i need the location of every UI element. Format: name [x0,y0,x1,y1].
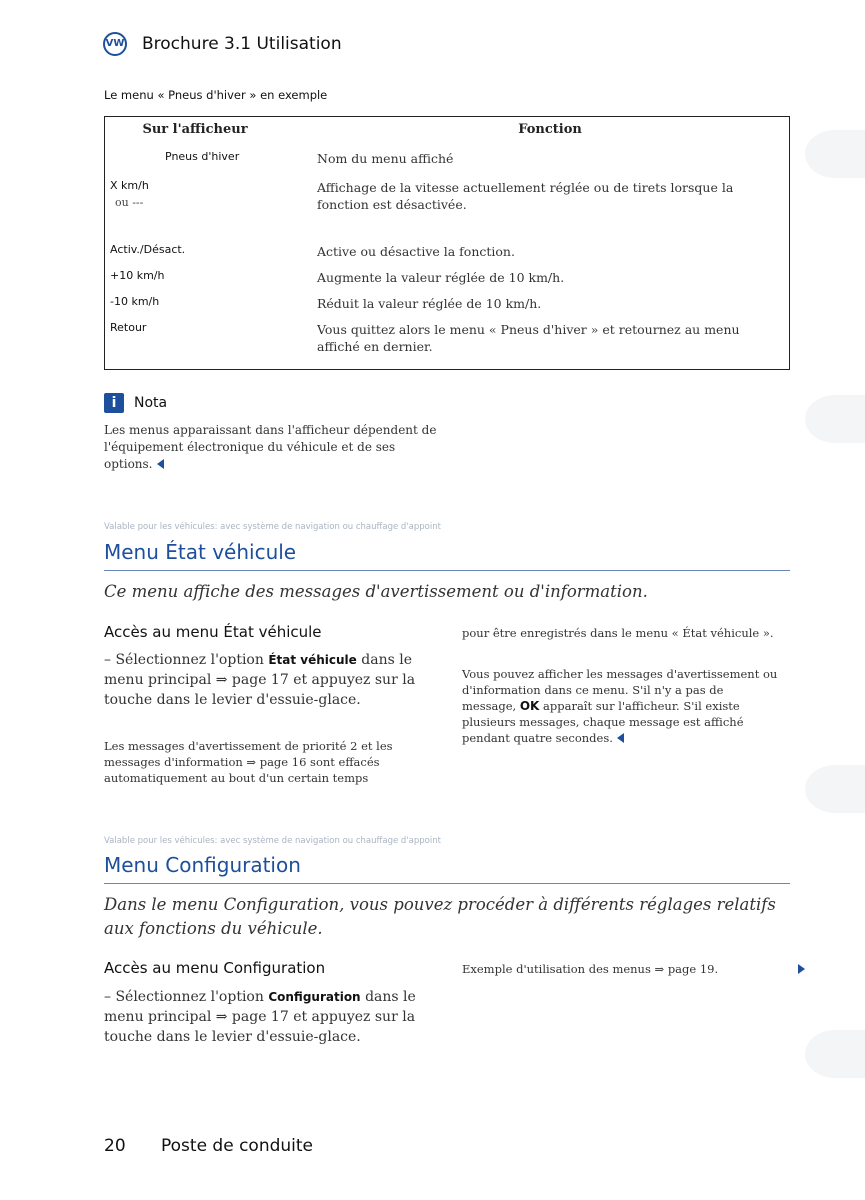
para-text: Vous pouvez afficher les messages d'avertissement ou d'information dans ce menu. S'il n'y a pas de message, [462,667,778,713]
thumb-tab-mark [805,395,865,443]
paragraph: Les messages d'avertissement de priorité 2 et les messages d'information ⇒ page 16 sont effacés automatiquement au bout d'un certain temps [104,739,393,785]
step-rest: dans le menu principal ⇒ page 17 et appuyez sur la touche dans le levier d'essuie-glace. [104,989,416,1045]
ok-label: OK [519,699,540,713]
info-icon: i [104,393,124,413]
column-header-function: Fonction [518,122,582,137]
display-cell: Pneus d'hiver [165,150,240,163]
section-divider [104,883,790,884]
section-intro: Dans le menu Configuration, vous pouvez procéder à différents réglages relatifs aux fonctions du véhicule. [104,895,776,938]
paragraph [462,666,780,746]
step-rest: dans le menu principal ⇒ page 17 et appuyez sur la touche dans le levier d'essuie-glace. [104,652,416,708]
function-cell: Vous quittez alors le menu « Pneus d'hiver » et retournez au menu affiché en dernier. [317,322,740,354]
display-cell-alt: ou --- [115,196,144,209]
chapter-title: Poste de conduite [161,1136,314,1156]
display-cell: Retour [110,321,147,334]
instruction-step [104,650,444,710]
section-title: Menu État véhicule [104,540,297,564]
display-cell: +10 km/h [110,269,165,282]
para-text: apparaît sur l'afficheur. S'il existe plusieurs messages, chaque message est affiché pendant quatre secondes. [462,699,744,745]
note-title: Nota [134,395,168,411]
section-divider [104,570,790,571]
display-cell: Activ./Désact. [110,243,186,256]
section-intro: Ce menu affiche des messages d'avertissement ou d'information. [104,582,648,601]
applicability-note: Valable pour les véhicules: avec système de navigation ou chauffage d'appoint [104,836,441,846]
step-prefix: – Sélectionnez l'option [104,989,264,1005]
subheading: Accès au menu État véhicule [104,623,322,641]
function-cell: Augmente la valeur réglée de 10 km/h. [317,270,565,285]
instruction-step [104,987,434,1047]
display-cell: -10 km/h [110,295,160,308]
continue-arrow-icon [798,964,805,974]
thumb-tab-mark [805,1030,865,1078]
note-text [104,422,444,473]
subheading: Accès au menu Configuration [104,959,326,977]
header-title: Brochure 3.1 Utilisation [142,34,342,54]
vw-logo: VW [103,32,127,56]
note-body: Les menus apparaissant dans l'afficheur dépendent de l'équipement électronique du véhicule et de ses options. [104,423,437,471]
thumb-tab-mark [805,130,865,178]
section-title: Menu Configuration [104,853,301,877]
end-marker-icon [617,733,624,743]
column-header-display: Sur l'afficheur [142,122,248,137]
example-caption: Le menu « Pneus d'hiver » en exemple [104,88,328,102]
paragraph: pour être enregistrés dans le menu « État véhicule ». [462,626,774,640]
function-cell: Active ou désactive la fonction. [317,244,515,259]
thumb-tab-mark [805,765,865,813]
winter-tires-table [104,116,790,370]
example-reference: Exemple d'utilisation des menus ⇒ page 19. [462,962,719,976]
function-cell: Affichage de la vitesse actuellement réglée ou de tirets lorsque la fonction est désactivée. [317,180,734,212]
menu-option: Configuration [268,990,361,1004]
menu-option: État véhicule [268,653,357,667]
end-marker-icon [157,459,164,469]
display-cell: X km/h [110,179,149,192]
page-number: 20 [104,1136,126,1156]
step-prefix: – Sélectionnez l'option [104,652,264,668]
function-cell: Nom du menu affiché [317,151,454,166]
function-cell: Réduit la valeur réglée de 10 km/h. [317,296,542,311]
applicability-note: Valable pour les véhicules: avec système de navigation ou chauffage d'appoint [104,522,441,532]
